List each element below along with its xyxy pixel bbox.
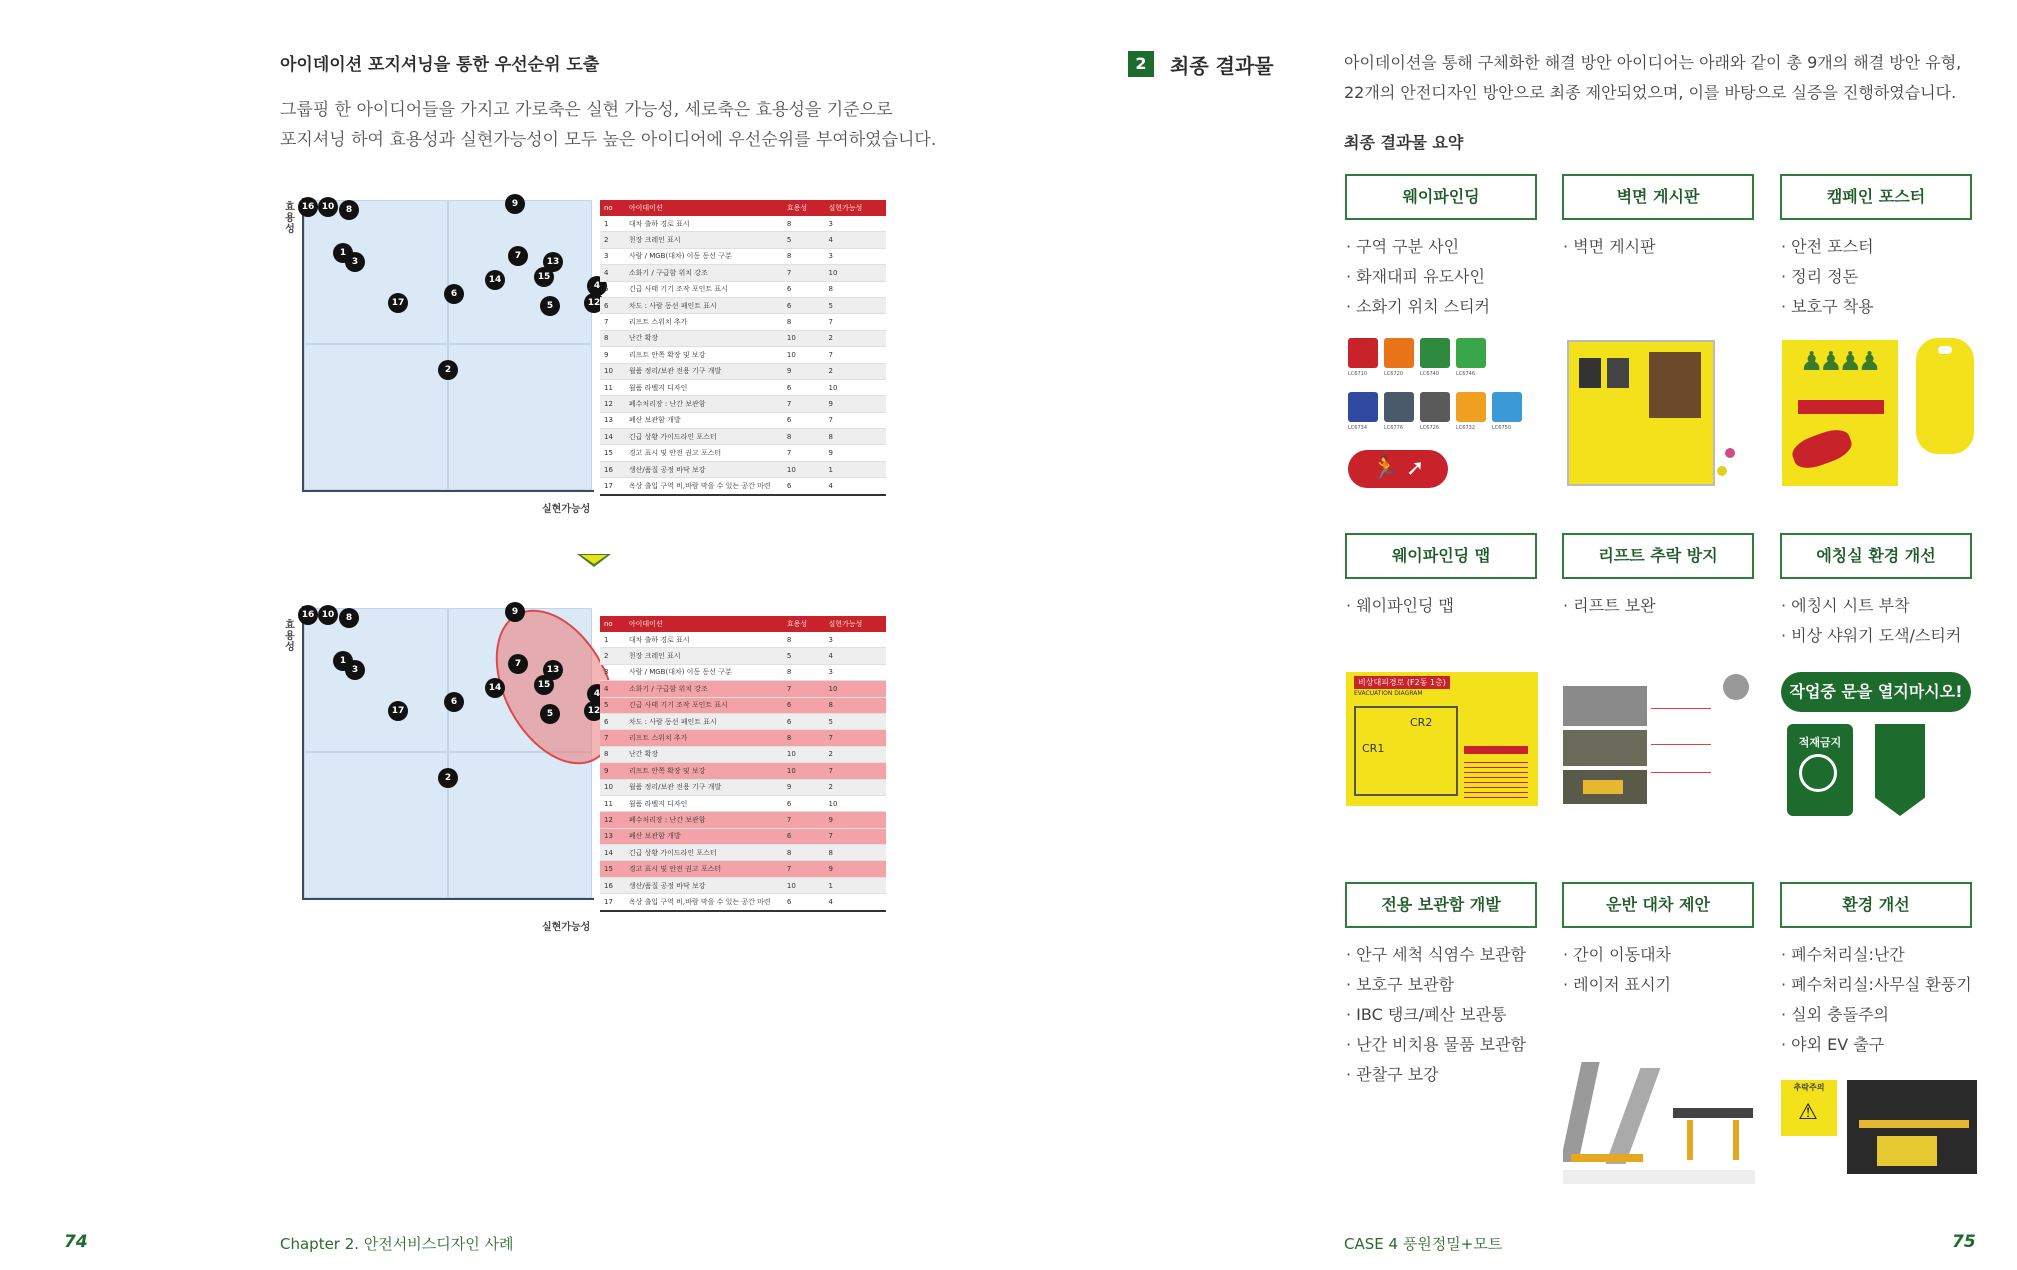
idea-dot-16: 16 <box>298 605 318 625</box>
table-row: 6 차도 : 사람 동선 페인트 표시 6 5 <box>600 713 886 729</box>
table-header: no 아이데이션 효용성 실현가능성 <box>600 200 886 216</box>
section-description <box>1344 48 1961 108</box>
table-row: 12 폐수처리장 : 난간 보관함 7 9 <box>600 396 886 412</box>
idea-dot-17: 17 <box>388 293 408 313</box>
table-row: 16 생산/품질 공정 바닥 보강 10 1 <box>600 461 886 477</box>
card-items-lift: · 리프트 보완 <box>1563 596 1656 615</box>
idea-dot-1: 1 <box>333 243 353 263</box>
lift-fall-prevention-image <box>1563 672 1755 806</box>
card-title-storage-box: 전용 보관함 개발 <box>1345 882 1537 928</box>
x-axis-line <box>302 898 594 900</box>
section-number-badge: 2 <box>1128 51 1154 77</box>
idea-dot-9: 9 <box>505 602 525 622</box>
idea-dot-7: 7 <box>508 246 528 266</box>
idea-dot-4: 4 <box>587 684 607 704</box>
card-items-wayfinding-map: · 웨이파인딩 맵 <box>1346 596 1454 615</box>
left-page-number: 74 <box>64 1232 88 1252</box>
card-title-transport-cart: 운반 대차 제안 <box>1562 882 1754 928</box>
card-items-etching: · 에칭시 시트 부착 · 비상 샤워기 도색/스티커 <box>1781 596 1962 645</box>
plot-area <box>301 606 601 902</box>
table-row: 7 리프트 스위치 추가 8 7 <box>600 314 886 330</box>
card-title-wayfinding: 웨이파인딩 <box>1345 174 1537 220</box>
y-axis-label: 효용성 <box>285 202 295 235</box>
table-row: 8 난간 확장 10 2 <box>600 330 886 346</box>
idea-dot-12: 12 <box>584 701 604 721</box>
x-axis-label: 실현가능성 <box>542 922 591 933</box>
table-row: 3 사람 / MGB(대차) 이동 동선 구분 8 3 <box>600 664 886 680</box>
dots-layer <box>301 198 601 490</box>
table-row: 2 천장 크레인 표시 5 4 <box>600 232 886 248</box>
table-row: 17 옥상 출입 구역 비,바람 막을 수 있는 공간 마련 6 4 <box>600 478 886 495</box>
x-axis-line <box>302 490 594 492</box>
table-row: 4 소화기 / 구급함 위치 강조 7 10 <box>600 681 886 697</box>
desc-line-2: 22개의 안전디자인 방안으로 최종 제안되었으며, 이를 바탕으로 실증을 진행하였습니다. <box>1344 83 1957 102</box>
desc-line-1: 아이데이션을 통해 구체화한 해결 방안 아이디어는 아래와 같이 총 9개의 해결 방안 유형, <box>1344 53 1962 72</box>
summary-heading: 최종 결과물 요약 <box>1344 133 1464 152</box>
table-row: 1 대차 출하 경로 표시 8 3 <box>600 216 886 232</box>
idea-dot-8: 8 <box>339 608 359 628</box>
idea-dot-3: 3 <box>345 660 365 680</box>
card-items-wall-board: · 벽면 게시판 <box>1563 237 1656 256</box>
idea-dot-14: 14 <box>485 270 505 290</box>
wayfinding-map-image: 비상대피경로 (F2동 1층) EVACUATION DIAGRAM CR1 CR2 <box>1346 672 1538 806</box>
idea-dot-17: 17 <box>388 701 408 721</box>
idea-dot-15: 15 <box>534 675 554 695</box>
table-header: no 아이데이션 효용성 실현가능성 <box>600 616 886 632</box>
card-title-lift-fall-prevention: 리프트 추락 방지 <box>1562 533 1754 579</box>
right-page-number: 75 <box>1952 1232 1976 1252</box>
idea-dot-10: 10 <box>318 605 338 625</box>
table-row: 15 경고 표시 및 안전 권고 포스터 7 9 <box>600 861 886 877</box>
card-title-etching-room: 에칭실 환경 개선 <box>1780 533 1972 579</box>
card-title-campaign-poster: 캠페인 포스터 <box>1780 174 1972 220</box>
card-items-wayfinding: · 구역 구분 사인 · 화재대피 유도사인 · 소화기 위치 스티커 <box>1346 237 1490 316</box>
etching-room-image: 작업중 문을 열지마시오! 적재금지 <box>1781 670 1977 840</box>
card-title-environment: 환경 개선 <box>1780 882 1972 928</box>
transport-cart-image <box>1563 1054 1755 1184</box>
idea-dot-4: 4 <box>587 276 607 296</box>
environment-image: 추락주의 ⚠ <box>1781 1076 1977 1174</box>
wayfinding-signs-image: LC6710 LC6720 LC6740 LC6746 LC6734 LC6776 LC6726 LC6732 LC6750 🏃 ➚ <box>1346 338 1542 488</box>
idea-dot-5: 5 <box>540 296 560 316</box>
table-row: 8 난간 확장 10 2 <box>600 746 886 762</box>
idea-dot-16: 16 <box>298 197 318 217</box>
intro-line-1: 그룹핑 한 아이디어들을 가지고 가로축은 실현 가능성, 세로축은 효용성을 기준으로 <box>280 100 893 120</box>
idea-dot-9: 9 <box>505 194 525 214</box>
left-footer: Chapter 2. 안전서비스디자인 사례 <box>280 1235 514 1253</box>
table-row: 2 천장 크레인 표시 5 4 <box>600 648 886 664</box>
table-row: 1 대차 출하 경로 표시 8 3 <box>600 632 886 648</box>
shower-icon <box>1799 754 1837 792</box>
card-items-cart: · 간이 이동대차 · 레이저 표시기 <box>1563 945 1671 994</box>
y-axis-label: 효용성 <box>285 620 295 653</box>
table-row: 16 생산/품질 공정 바닥 보강 10 1 <box>600 877 886 893</box>
table-row: 10 월품 정리/보관 전용 기구 개발 9 2 <box>600 779 886 795</box>
table-row: 11 월품 라벨지 디자인 6 10 <box>600 795 886 811</box>
table-row: 9 리프트 안쪽 확장 및 보강 10 7 <box>600 763 886 779</box>
right-footer: CASE 4 풍원정밀+모트 <box>1344 1235 1503 1253</box>
idea-dot-6: 6 <box>444 692 464 712</box>
idea-dot-6: 6 <box>444 284 464 304</box>
table-row: 14 긴급 상황 가이드라인 포스터 8 8 <box>600 845 886 861</box>
idea-dot-14: 14 <box>485 678 505 698</box>
idea-dot-7: 7 <box>508 654 528 674</box>
wall-board-image <box>1565 338 1755 488</box>
card-items-environment: · 폐수처리실:난간 · 폐수처리실:사무실 환풍기 · 실외 충돌주의 · 야외 EV 출구 <box>1781 945 1972 1054</box>
table-row: 9 리프트 안쪽 확장 및 보강 10 7 <box>600 347 886 363</box>
idea-dot-10: 10 <box>318 197 338 217</box>
card-items-campaign-poster: · 안전 포스터 · 정리 정돈 · 보호구 착용 <box>1781 237 1874 316</box>
table-row: 5 긴급 사태 기기 조작 포인트 표시 6 8 <box>600 697 886 713</box>
table-row: 10 월품 정리/보관 전용 기구 개발 9 2 <box>600 363 886 379</box>
idea-dot-2: 2 <box>438 768 458 788</box>
exit-sign-icon: 🏃 ➚ <box>1348 450 1448 488</box>
idea-dot-12: 12 <box>584 293 604 313</box>
idea-dot-1: 1 <box>333 651 353 671</box>
idea-table-highlighted <box>600 616 886 912</box>
table-row: 4 소화기 / 구급함 위치 강조 7 10 <box>600 265 886 281</box>
idea-table <box>600 200 886 496</box>
positioning-chart-2 <box>282 606 902 933</box>
table-row: 13 폐산 보관함 개발 6 7 <box>600 828 886 844</box>
intro-line-2: 포지셔닝 하여 효용성과 실현가능성이 모두 높은 아이디어에 우선순위를 부여하였습니다. <box>280 130 937 150</box>
left-heading: 아이데이션 포지셔닝을 통한 우선순위 도출 <box>280 55 600 75</box>
idea-dot-3: 3 <box>345 252 365 272</box>
table-row: 17 옥상 출입 구역 비,바람 막을 수 있는 공간 마련 6 4 <box>600 894 886 911</box>
card-title-wayfinding-map: 웨이파인딩 맵 <box>1345 533 1537 579</box>
idea-dot-2: 2 <box>438 360 458 380</box>
table-row: 13 폐산 보관함 개발 6 7 <box>600 412 886 428</box>
table-row: 3 사람 / MGB(대차) 이동 동선 구분 8 3 <box>600 248 886 264</box>
card-items-storage: · 안구 세척 식염수 보관함 · 보호구 보관함 · IBC 탱크/폐산 보관통 · 난간 비치용 물품 보관함 · 관찰구 보강 <box>1346 945 1526 1084</box>
idea-dot-8: 8 <box>339 200 359 220</box>
left-intro <box>280 95 936 155</box>
table-row: 7 리프트 스위치 추가 8 7 <box>600 730 886 746</box>
table-row: 6 차도 : 사람 동선 페인트 표시 6 5 <box>600 297 886 313</box>
table-row: 14 긴급 상황 가이드라인 포스터 8 8 <box>600 429 886 445</box>
dots-layer <box>301 606 601 898</box>
idea-dot-5: 5 <box>540 704 560 724</box>
table-row: 12 폐수처리장 : 난간 보관함 7 9 <box>600 812 886 828</box>
table-row: 15 경고 표시 및 안전 권고 포스터 7 9 <box>600 445 886 461</box>
table-row: 11 월품 라벨지 디자인 6 10 <box>600 379 886 395</box>
campaign-poster-image: ♟♟♟♟ <box>1782 338 1978 488</box>
x-axis-label: 실현가능성 <box>542 504 591 515</box>
section-title: 최종 결과물 <box>1170 54 1274 78</box>
table-row: 5 긴급 사태 기기 조작 포인트 표시 6 8 <box>600 281 886 297</box>
idea-dot-15: 15 <box>534 267 554 287</box>
fall-warning-icon: ⚠ <box>1798 1100 1818 1125</box>
idea-dot-13: 13 <box>543 660 563 680</box>
card-title-wall-board: 벽면 게시판 <box>1562 174 1754 220</box>
idea-dot-13: 13 <box>543 252 563 272</box>
positioning-chart-1 <box>282 198 902 516</box>
plot-area <box>301 198 601 494</box>
